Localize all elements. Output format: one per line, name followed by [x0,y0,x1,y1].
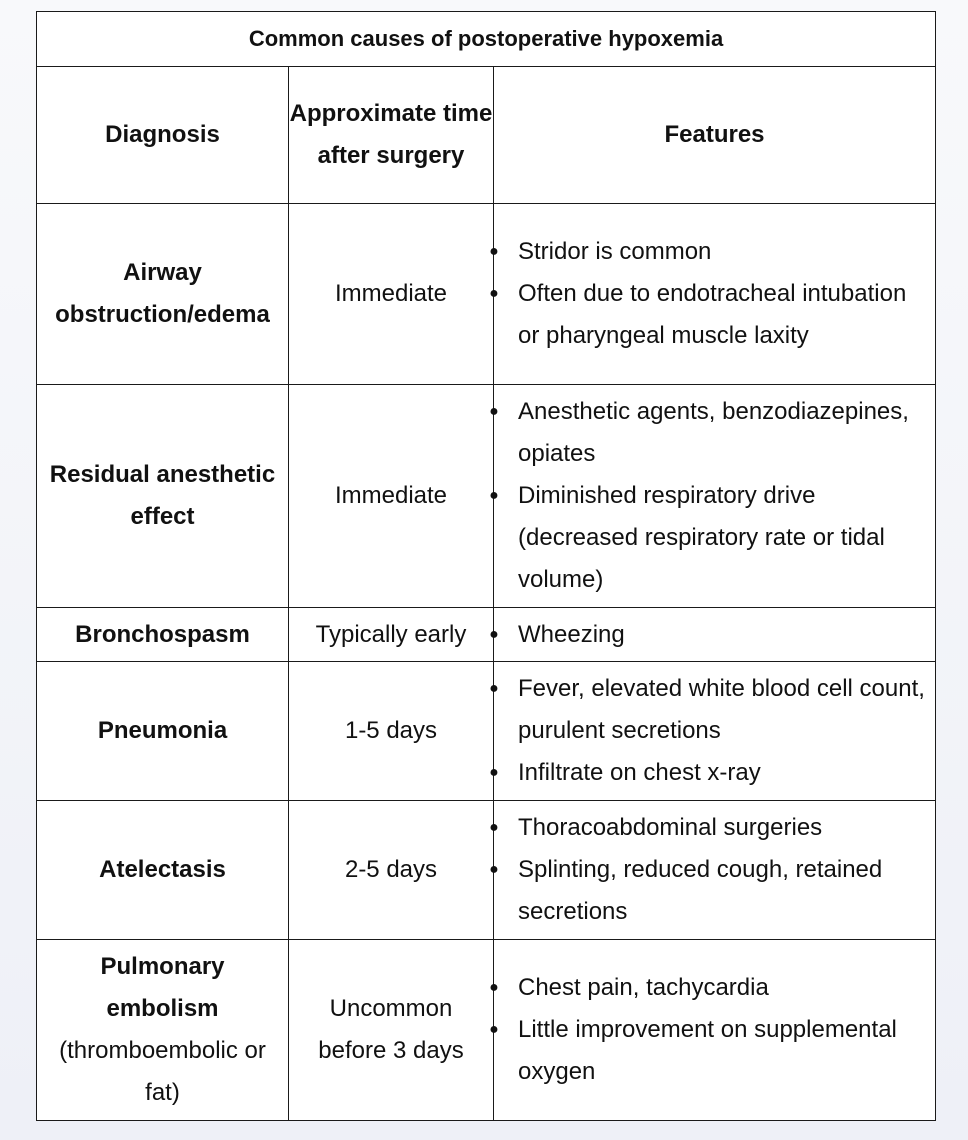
diagnosis-cell [37,940,289,1121]
features-list [489,807,927,933]
feature-item [489,1009,927,1093]
feature-item [489,231,927,273]
diagnosis-cell [37,204,289,385]
diagnosis-cell [37,662,289,801]
feature-text: Fever, elevated white blood cell count, purulent secretions [518,675,925,744]
time-cell: 2-5 days [289,801,494,940]
feature-text: Infiltrate on chest x-ray [518,759,761,786]
feature-item [489,391,927,475]
diagnosis-name: Bronchospasm [75,620,250,648]
time-cell: 1-5 days [289,662,494,801]
feature-item [489,475,927,601]
bullet-icon: ● [489,680,499,697]
feature-item [489,807,927,849]
time-cell: Typically early [289,608,494,662]
feature-text: Anesthetic agents, benzodiazepines, opiates [518,398,909,467]
feature-item [489,273,927,357]
hypoxemia-table [36,11,936,1121]
feature-item [489,849,927,933]
diagnosis-name: Residual anesthetic effect [49,461,276,530]
diagnosis-name: Pneumonia [97,717,228,744]
diagnosis-name: Atelectasis [99,856,226,883]
bullet-icon: ● [489,819,499,836]
time-cell: Immediate [289,204,494,385]
feature-text: Diminished respiratory drive (decreased respiratory rate or tidal volume) [518,482,885,593]
table-row [37,385,936,608]
feature-text: Chest pain, tachycardia [518,974,769,1001]
diagnosis-name: Pulmonary embolism [100,953,225,1022]
header-features: Features [494,67,936,204]
time-cell: Immediate [289,385,494,608]
table-row [37,608,936,662]
table-row [37,204,936,385]
features-cell [489,608,936,662]
bullet-icon: ● [489,861,499,878]
table-row [37,801,936,940]
feature-item [489,967,927,1009]
features-list [489,231,927,357]
diagnosis-subtext: (thromboembolic or fat) [59,1037,266,1106]
table-title: Common causes of postoperative hypoxemia [37,12,936,67]
feature-text: Thoracoabdominal surgeries [518,814,823,841]
features-cell [489,385,936,608]
bullet-icon: ● [489,403,499,420]
table-row [37,662,936,801]
features-list [489,391,927,601]
features-list [489,967,927,1093]
bullet-icon: ● [489,285,499,302]
features-cell [489,940,936,1121]
feature-item [489,614,927,656]
bullet-icon: ● [489,1021,499,1038]
features-list [489,668,927,794]
feature-text: Wheezing [518,620,625,648]
header-diagnosis: Diagnosis [37,67,289,204]
feature-text: Little improvement on supplemental oxygen [518,1016,897,1085]
bullet-icon: ● [489,243,499,260]
features-cell [489,801,936,940]
bullet-icon: ● [489,979,499,996]
feature-text: Stridor is common [518,238,712,265]
feature-text: Often due to endotracheal intubation or pharyngeal muscle laxity [518,280,907,349]
bullet-icon: ● [489,764,499,781]
diagnosis-cell [37,608,289,662]
time-cell: Uncommon before 3 days [289,940,494,1121]
header-time: Approximate time after surgery [289,67,494,204]
feature-item [489,668,927,752]
diagnosis-cell [37,385,289,608]
hypoxemia-table-container [36,11,935,1121]
bullet-icon: ● [489,625,499,643]
table-row [37,940,936,1121]
features-cell [489,204,936,385]
bullet-icon: ● [489,487,499,504]
features-list [489,614,927,656]
feature-item [489,752,927,794]
diagnosis-cell [37,801,289,940]
diagnosis-name: Airway obstruction/edema [55,259,270,328]
features-cell [489,662,936,801]
feature-text: Splinting, reduced cough, retained secretions [518,856,883,925]
